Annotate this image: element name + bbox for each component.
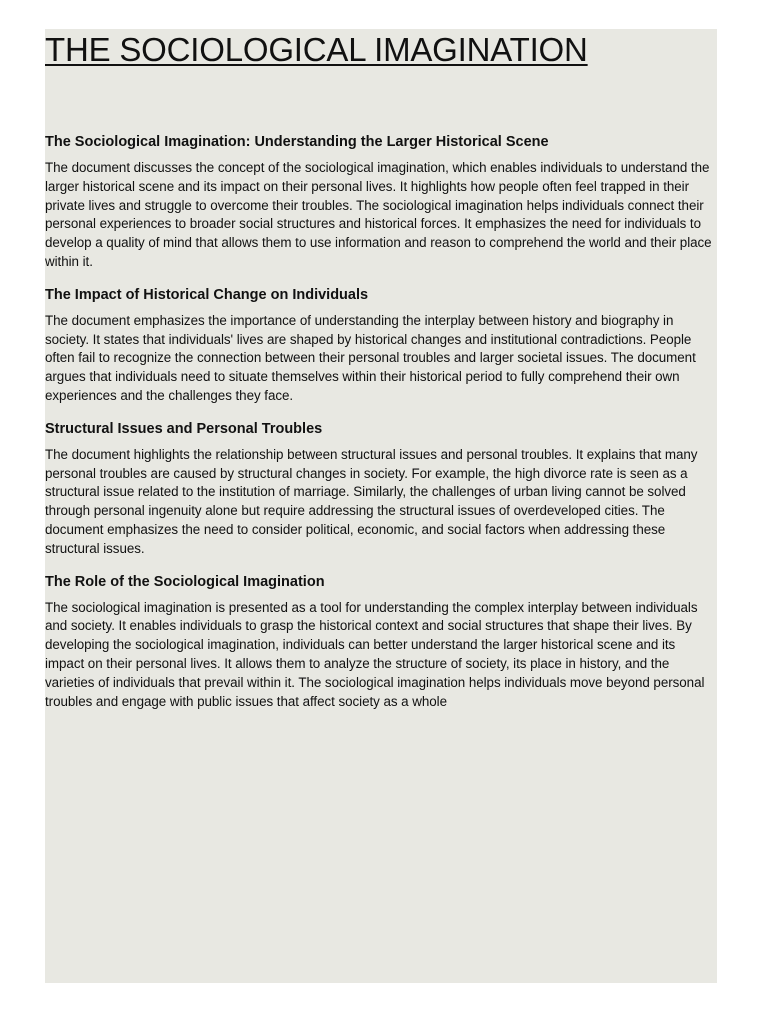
section [45, 420, 717, 559]
section-body: The document highlights the relationship between structural issues and personal troubles. It explains that many personal troubles are caused by structural changes in society. For example, the high divorce rate is seen as a structural issue related to the institution of marriage. Similarly, the challenges of urban living cannot be solved through personal ingenuity alone but require addressing the structural issues of overdeveloped cities. The document emphasizes the need to consider political, economic, and social factors when addressing these structural issues. [45, 446, 698, 556]
section [45, 573, 717, 712]
document-title: THE SOCIOLOGICAL IMAGINATION [45, 31, 588, 68]
section-body: The sociological imagination is presented as a tool for understanding the complex interplay between individuals and society. It enables individuals to grasp the historical context and social structures that shape their lives. By developing the sociological imagination, individuals can better understand the larger historical scene and its impact on their personal lives. It allows them to analyze the structure of society, its place in history, and the varieties of individuals that prevail within it. The sociological imagination helps individuals move beyond personal troubles and engage with public issues that affect society as a whole [45, 599, 705, 709]
section [45, 286, 717, 406]
section-heading: The Impact of Historical Change on Individuals [45, 286, 369, 303]
section-heading: The Role of the Sociological Imagination [45, 573, 325, 590]
section [45, 133, 717, 272]
section-body: The document discusses the concept of the sociological imagination, which enables individuals to understand the larger historical scene and its impact on their personal lives. It highlights how people often feel trapped in their private lives and struggle to overcome their troubles. The sociological imagination helps individuals connect their personal experiences to broader social structures and historical forces. It emphasizes the need for individuals to develop a quality of mind that allows them to use information and reason to comprehend the world and their place within it. [45, 160, 712, 269]
document-page [45, 29, 717, 983]
section-heading: The Sociological Imagination: Understanding the Larger Historical Scene [45, 134, 549, 150]
section-heading: Structural Issues and Personal Troubles [45, 420, 323, 437]
document-sections [45, 133, 717, 725]
section-body: The document emphasizes the importance of understanding the interplay between history and biography in society. It states that individuals' lives are shaped by historical changes and institutional contradictions. People often fail to recognize the connection between their personal troubles and larger societal issues. The document argues that individuals need to situate themselves within their historical period to fully comprehend their own experiences and the challenges they face. [45, 312, 696, 403]
